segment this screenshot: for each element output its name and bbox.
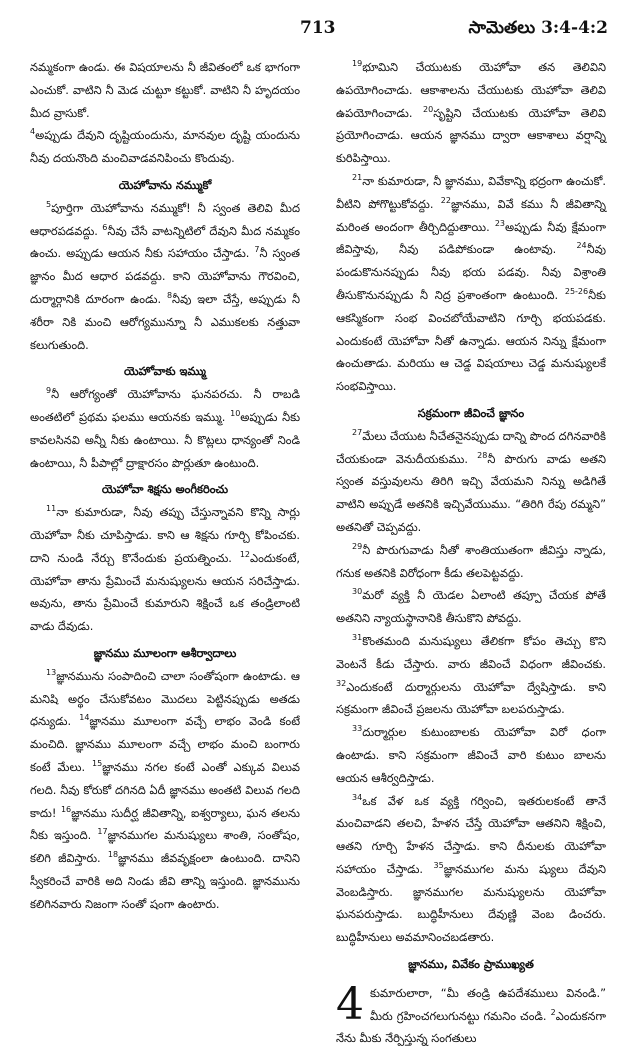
verse-text: ఎందుకనగా నేను మీకు నేర్పిస్తున్న సంగతులు: [336, 1008, 606, 1046]
verse-number: 16: [60, 804, 72, 814]
right-column: [336, 56, 606, 1050]
verse-text: జ్ఞానము, వివే కము నీ జీవితాన్ని మరింత అందంగా తీర్చిదిద్దుతాయి.: [336, 196, 606, 234]
verse-number: 24: [576, 241, 587, 251]
verse-text: నీవు చేసే వాటన్నిటిలో దేవుని మీద నమ్మకం ఉంచు. అప్పుడు ఆయన నీకు సహాయం చేస్తాడు.: [30, 223, 300, 261]
section-heading: యెహోవాను నమ్ముకో: [118, 177, 212, 192]
verse-number: 35: [433, 861, 444, 871]
verse-number: 30: [352, 587, 363, 597]
verse-text: జ్ఞానముగల మను ష్యులు దేవుని వెంబడిస్తారు. జ్ఞానముగల మనుష్యులను యెహోవా ఘనపరుస్తాడు. బుద్ధిహీనులు దేవుణ్ణి వెంబ డించరు. బుద్ధిహీనులు అవమానించబడతారు.: [336, 861, 606, 945]
verse-text: జ్ఞానము జీవవృక్షంలా ఉంటుంది. దానిని స్వీకరించే వారికి అది నిండు జీవి తాన్ని ఇస్తుంది. జ్ఞానమును కలిగినవారు నిజంగా సంతో షంగా ఉంటారు.: [30, 851, 300, 911]
left-column: [30, 56, 300, 915]
verse-number: 23: [494, 218, 506, 228]
verse-number: 10: [230, 409, 241, 419]
verse-number: 17: [97, 827, 108, 837]
verse-number: 18: [107, 850, 119, 860]
verse-text: నీవు ఇలా చేస్తే, అప్పుడు నీ శరీరా నికి మంచి ఆరోగ్యమున్నూ నీ ఎముకలకు నత్తువా కలుగుతుంది.: [30, 291, 300, 352]
verse-number: 5: [46, 199, 52, 209]
verse-text: జ్ఞానముగల మనుష్యులు శాంతి, సంతోషం, కలిగి జీవిస్తారు.: [30, 828, 301, 866]
verse-text: ఒక వేళ ఒక వ్యక్తి గర్వించి, ఇతరులకంటే తానే మంచివాడని తలచి, హేళన చేస్తే యెహోవా ఆతనిని శిక్షించి, ఆతని గూర్చి హేళన చేస్తాడు. కాని దీనులకు యెహోవా సహాయం చేస్తాడు.: [336, 793, 606, 876]
verse-number: 27: [352, 427, 363, 437]
verse-text: దుర్మార్గుల కుటుంబాలకు యెహోవా విరో ధంగా ఉంటాడు. కాని సక్రమంగా జీవించే వారి కుటుం బాలను ఆయన ఆశీర్వదిస్తాడు.: [336, 725, 606, 785]
verse-text: ఎందుకంటే దుర్మార్గులను యెహోవా ద్వేషిస్తాడు. కాని సక్రమంగా జీవించే ప్రజలను యెహోవా బలపరుస్తాడు.: [336, 679, 606, 717]
verse-number: 2: [550, 1007, 556, 1017]
paragraph: [336, 170, 606, 398]
verse-text: కొంతమంది మనుష్యులు తేలికగా కోపం తెచ్చు కొని వెంటనే కీడు చేస్తారు. వారు జీవించే విధంగా జీవించకు.: [336, 633, 606, 671]
section-heading: జ్ఞానము, వివేకం ప్రాముఖ్యత: [408, 957, 534, 972]
verse-number: 14: [79, 713, 90, 723]
paragraph: [30, 501, 300, 638]
verse-number: 32: [336, 678, 347, 688]
paragraph: [336, 584, 606, 630]
verse-number: 33: [352, 724, 363, 734]
verse-number: 22: [440, 195, 451, 205]
paragraph: [336, 721, 606, 789]
verse-text: ఎందుకంటే, యెహోవా తాను ప్రేమించే మనుష్యులను ఆయన సరిచేస్తాడు. అవును, తాను ప్రేమించే కుమారుని శిక్షించే ఒక తండ్రిలాంటి వాడు దేవుడు.: [30, 550, 300, 634]
verse-text: నా కుమారుడా, నీవు తప్పు చేస్తున్నావని కొన్ని సార్లు యెహోవా నీకు చూపిస్తాడు. కాని ఆ శిక్షను గూర్చి కోపించకు. దాని నుండి నేర్చు కొనేందుకు ప్రయత్నించు.: [30, 505, 300, 565]
verse-number: 8: [166, 291, 173, 301]
paragraph: [336, 630, 606, 721]
verse-number: 13: [46, 667, 57, 677]
verse-text: జ్ఞానమును సంపాదించి చాలా సంతోషంగా ఉంటాడు. ఆ మనిషి అర్థం చేసుకోవటం మొదలు పెట్టినప్పుడు అతడు ధన్యుడు.: [30, 668, 300, 729]
verse-text: అప్పుడు నీవు క్షేమంగా జీవిస్తావు, నీవు పడిపోకుండా ఉంటావు.: [336, 219, 607, 257]
verse-number: 4: [30, 127, 36, 137]
verse-text: నీ స్వంత జ్ఞానం మీద ఆధార పడవద్దు. కాని యెహోవాను గౌరవించి, దుర్మార్గానికి దూరంగా ఉండు.: [30, 246, 300, 306]
verse-text: నీవు పండుకొనునప్పుడు నీవు భయ పడవు. నీవు విశ్రాంతి తీసుకొనునప్పుడు నీ నిద్ర ప్రశాంతంగా ఉంటుంది.: [336, 242, 607, 302]
running-head: సామెతలు 3:4-4:2: [468, 18, 608, 38]
verse-number: 20: [423, 104, 434, 114]
verse-number: 15: [91, 759, 103, 769]
paragraph: [30, 197, 300, 357]
chapter-number: 4: [336, 981, 364, 1030]
verse-number: 9: [46, 386, 52, 396]
verse-number: 21: [352, 173, 363, 183]
paragraph: [30, 665, 300, 916]
verse-text: నీ ఆరోగ్యంతో యెహోవాను ఘనపరచు. నీ రాబడి అంతటిలో ప్రథమ ఫలము ఆయనకు ఇమ్ము.: [30, 387, 300, 424]
section-heading: సక్రమంగా జీవించే జ్ఞానం: [417, 405, 525, 420]
page-header: [30, 16, 608, 40]
paragraph: [30, 124, 300, 170]
verse-number: 11: [46, 504, 57, 514]
verse-text: కుమారులారా, “మీ తండ్రి ఉపదేశములు వినండి.” మీరు గ్రహించగలుగునట్టు గమనిం చండి.: [370, 985, 606, 1023]
paragraph: [336, 425, 606, 539]
verse-number: 12: [239, 549, 250, 559]
verse-text: పూర్తిగా యెహోవాను నమ్ముకో! నీ స్వంత తెలివి మీద ఆధారపడవద్దు.: [30, 200, 300, 238]
verse-text: భూమిని చేయుటకు యెహోవా తన తెలివిని ఉపయోగించాడు. ఆకాశాలను చేయుటకు యెహోవా తెలివి ఉపయోగించాడు.: [336, 60, 606, 120]
paragraph: [30, 383, 300, 474]
verse-number: 19: [352, 59, 363, 69]
verse-number: 29: [352, 541, 363, 551]
verse-text: నా కుమారుడా, నీ జ్ఞానము, వివేకాన్ని భద్రంగా ఉంచుకో. వీటిని పోగొట్టుకోవద్దు.: [336, 173, 606, 211]
verse-text: అప్పుడు దేవుని దృష్టియందును, మానవుల దృష్టి యందును నీవు దయనొంది మంచివాడవనిపించు కొందువు.: [30, 128, 300, 166]
verse-text: నీ పొరుగు వాడు అతని స్వంత వస్తువులను తిరిగి ఇచ్చి వేయమని నిన్ను అడిగితే వాటిని అప్పుడే అతనికి ఇచ్చివేయుము. “తిరిగి రేపు రమ్మని” అతనితో చెప్పవద్దు.: [336, 451, 606, 534]
verse-text: సృష్టిని చేయుటకు యెహోవా తెలివి ప్రయోగించాడు. ఆయన జ్ఞానము ద్వారా ఆకాశాలు వర్షాన్ని కురిపిస్తాయి.: [336, 105, 606, 166]
verse-number: 6: [102, 222, 108, 232]
verse-number: 31: [352, 633, 363, 643]
section-heading: జ్ఞానము మూలంగా ఆశీర్వాదాలు: [93, 645, 237, 660]
paragraph: [336, 56, 606, 170]
verse-number: 25-26: [564, 287, 589, 297]
verse-text: జ్ఞానము సుదీర్ఘ జీవితాన్ని, ఐశ్వర్యాలు, ఘన తలను నీకు ఇస్తుంది.: [30, 805, 300, 843]
verse-text: జ్ఞానము మూలంగా వచ్చే లాభం వెండి కంటే మంచిది. జ్ఞానము మూలంగా వచ్చే లాభం మంచి బంగారు కంటే మేలు.: [30, 714, 300, 774]
verse-text: మరో వ్యక్తి నీ యెడల ఏలాంటి తప్పూ చేయక పోతే అతనిని న్యాయస్థానానికి తీసుకొని పోవద్దు.: [336, 588, 606, 626]
verse-number: 28: [477, 450, 488, 460]
page-number: 713: [300, 18, 336, 38]
chapter-start: [336, 982, 606, 1050]
verse-number: 7: [254, 245, 260, 255]
paragraph: [336, 539, 606, 585]
verse-text: నీ పొరుగువాడు నీతో శాంతియుతంగా జీవిస్తు న్నాడు, గనుక అతనికి విరోధంగా కీడు తలపెట్టవద్దు.: [336, 542, 606, 580]
verse-text: అప్పుడు నీకు కావలసినవి అన్నీ నీకు ఉంటాయి. నీ కొట్లలు ధాన్యంతో నిండి ఉంటాయి, నీ పీపాల్లో ద్రాక్షారసం పొర్లుతూ ఉంటుంది.: [30, 409, 301, 470]
section-heading: యెహోవాకు ఇమ్ము: [123, 364, 207, 379]
paragraph: [336, 790, 606, 950]
paragraph: నమ్మకంగా ఉండు. ఈ విషయాలను నీ జీవితంలో ఒక భాగంగా ఎంచుకో. వాటిని నీ మెడ చుట్టూ కట్టుకో. వాటిని నీ హృదయం మీద వ్రాసుకో.: [30, 60, 300, 120]
verse-number: 34: [352, 792, 363, 802]
section-heading: యెహోవా శిక్షను అంగీకరించు: [101, 482, 229, 497]
verse-text: జ్ఞానము నగల కంటే ఎంతో ఎక్కువ విలువ గలది. నీవు కోరుకో దగినది ఏదీ జ్ఞానము అంతటి విలువ గలది కాదు!: [30, 759, 300, 820]
verse-text: నీకు ఆకస్మికంగా సంభ వించబోయేవాటిని గూర్చి భయపడకు. ఎందుకంటే యెహోవా నీతో ఉన్నాడు. ఆయన నిన్ను క్షేమంగా ఉంచుతాడు. మరియు ఆ చెడ్డ విషయాలు చెడ్డ మనుష్యులకే సంభవిస్తాయి.: [336, 287, 606, 394]
verse-text: మేలు చేయుట నీచేతనైనప్పుడు దాన్ని పొంద దగినవారికి చేయకుండా వెనుదీయకుము.: [336, 428, 606, 466]
